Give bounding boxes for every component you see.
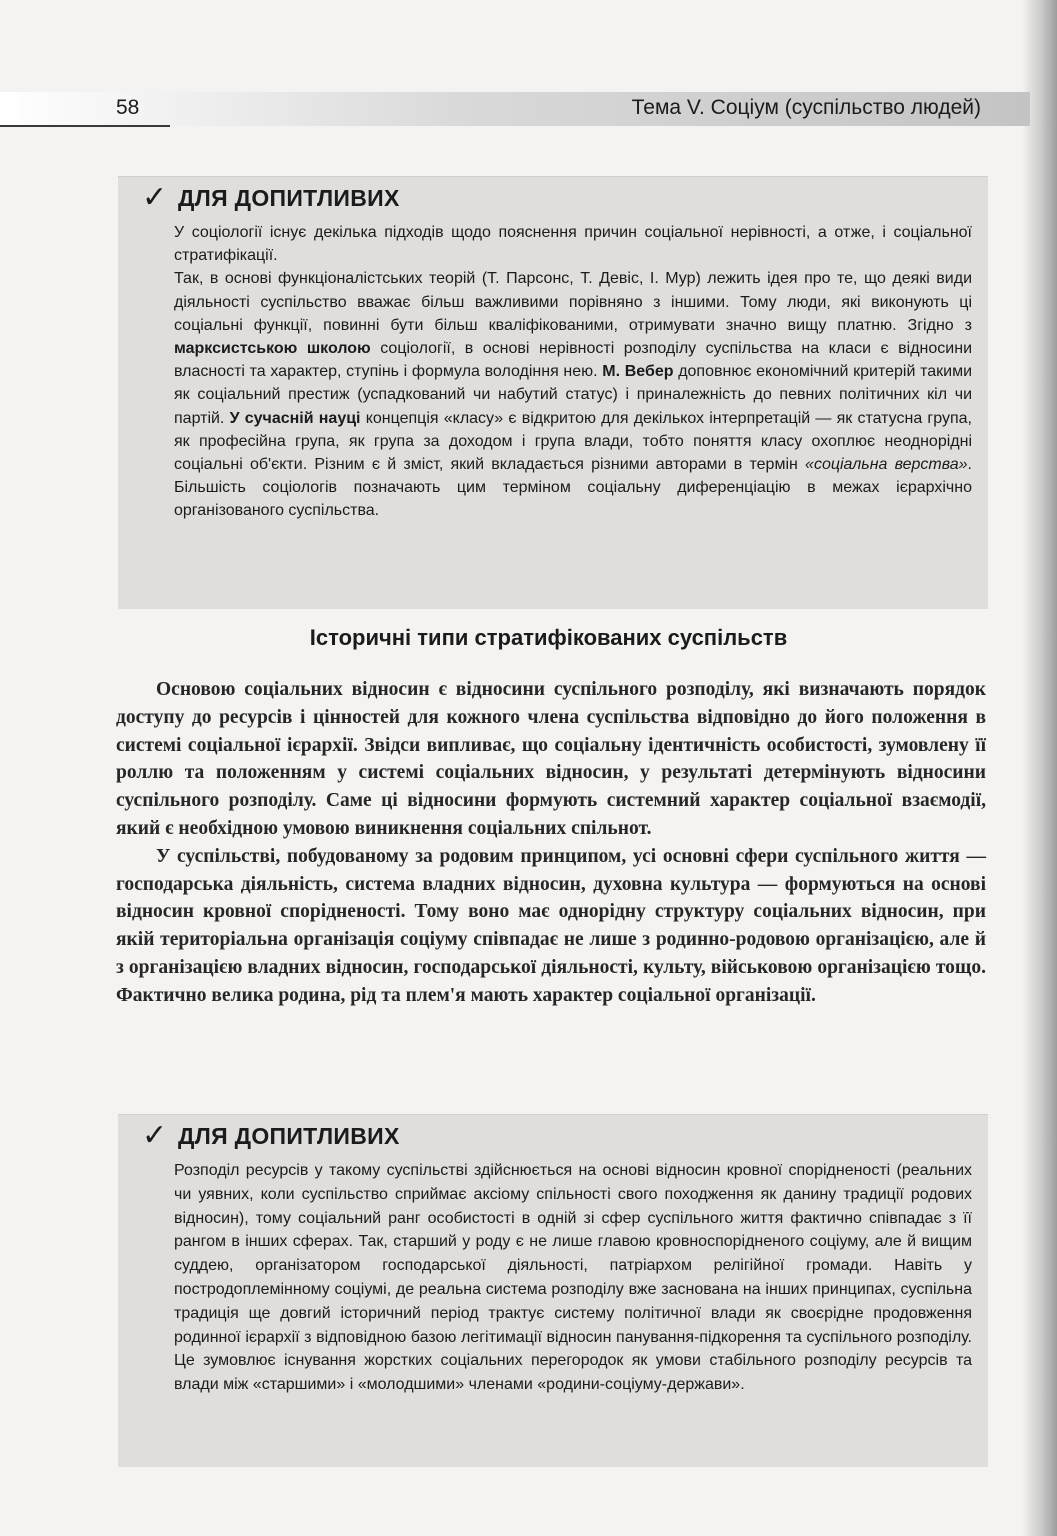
box-paragraph xyxy=(174,267,972,522)
curious-box-1 xyxy=(118,176,988,609)
body-paragraph: Основою соціальних відносин є відносини суспільного розподілу, які визначають порядок доступу до ресурсів і цінностей для кожного члена суспільства відповідно до його положення в системі соціальної ієрархії. Звідси випливає, що соціальну ідентичність особистості, зумовлену її роллю та положенням у системі соціальних відносин, у результаті детермінують відносини суспільного розподілу. Саме ці відносини формують системний характер соціальної взаємодії, який є необхідною умовою виникнення соціальних спільнот. xyxy=(116,679,986,839)
text-run: . Більшість соціологів позначають цим терміном соціальну диференціацію в межах ієрархічно організованого суспільства. xyxy=(174,456,972,520)
section-title: Історичні типи стратифікованих суспільств xyxy=(309,625,788,650)
running-title: Тема V. Соціум (суспільство людей) xyxy=(631,96,981,119)
box-paragraph: У соціології існує декілька підходів щодо пояснення причин соціальної нерівності, а отже, і соціальної стратифікації. xyxy=(174,224,972,265)
main-text xyxy=(116,676,986,1010)
box-heading xyxy=(142,1119,400,1153)
curious-box-2 xyxy=(118,1114,988,1467)
text-run: концепція «класу» є відкритою для декількох інтерпретацій — як статусна група, як професійна група, як група за доходом і група влади, тобто поняття класу охоплює неоднорідні соціальні об'єкти. Різним є й зміст, який вкладається різними авторами в термін xyxy=(174,409,972,474)
bold-term: М. Вебер xyxy=(602,363,674,381)
text-run: Так, в основі функціоналістських теорій (Т. Парсонс, Т. Девіс, І. Мур) лежить ідея про те, що деякі види діяльності суспільство вважає більш важливими порівняно з іншими. Тому люди, які виконують ці соціальні функції, повинні бути більш кваліфікованими, отримувати значно вищу платню. Згідно з xyxy=(174,270,972,334)
header-rule xyxy=(0,125,170,127)
box-paragraph: Розподіл ресурсів у такому суспільстві здійснюється на основі відносин кровної спорідненості (реальних чи уявних, коли суспільство сприймає аксіому спільності свого походження як данину традиції родових відносин), тому соціальний ранг особистості в одній зі сфер суспільного життя фактично співпадає з її рангом в інших сферах. Так, старший у роду є не лише главою кровноспорідненого соціуму, але й вищим суддею, організатором господарської діяльності, патріархом релігійної громади. Навіть у постродоплемінному соціумі, де реальна система розподілу вже заснована на інших принципах, суспільна традиція ще довгий історичний період трактує систему політичної влади як своєрідне продовження родинної ієрархії з відповідною базою легітимації відносин панування-підкорення та суспільного розподілу. Це зумовлює існування жорстких соціальних перегородок як умови стабільного розподілу ресурсів та влади між «старшими» і «молодшими» членами «родини-соціуму-держави». xyxy=(174,1162,972,1394)
bold-term: марксистською школою xyxy=(174,340,371,358)
box-title: ДЛЯ ДОПИТЛИВИХ xyxy=(178,184,400,211)
italic-term: «соціальна верства» xyxy=(805,456,968,474)
checkmark-icon: ✓ xyxy=(142,1118,168,1153)
checkmark-icon: ✓ xyxy=(142,180,168,215)
body-paragraph: У суспільстві, побудованому за родовим принципом, усі основні сфери суспільного життя — господарська діяльність, система владних відносин, духовна культура — формуються на основі відносин кровної спорідненості. Тому воно має однорідну структуру соціальних відносин, при якій територіальна організація соціуму співпадає не лише з родинно-родовою організацією, але й з організацією владних відносин, господарської діяльності, культу, військовою організацією тощо. Фактично велика родина, рід та плем'я мають характер соціальної організації. xyxy=(116,845,986,1006)
box-title: ДЛЯ ДОПИТЛИВИХ xyxy=(178,1122,400,1149)
bold-term: У сучасній науці xyxy=(229,409,361,427)
box-body xyxy=(174,221,972,523)
page-edge-shadow xyxy=(1023,0,1057,1536)
text-run: доповнює економічний критерій такими як соціальний престиж (успадкований чи набутий статус) і приналежність до певних політичних кіл чи партій. xyxy=(174,363,973,427)
box-body xyxy=(174,1159,972,1397)
page-number: 58 xyxy=(116,96,140,119)
text-run: соціології, в основі нерівності розподілу суспільства на класи є відносини власності та характер, ступінь і формула володіння нею. xyxy=(174,340,973,381)
box-heading xyxy=(142,181,400,215)
